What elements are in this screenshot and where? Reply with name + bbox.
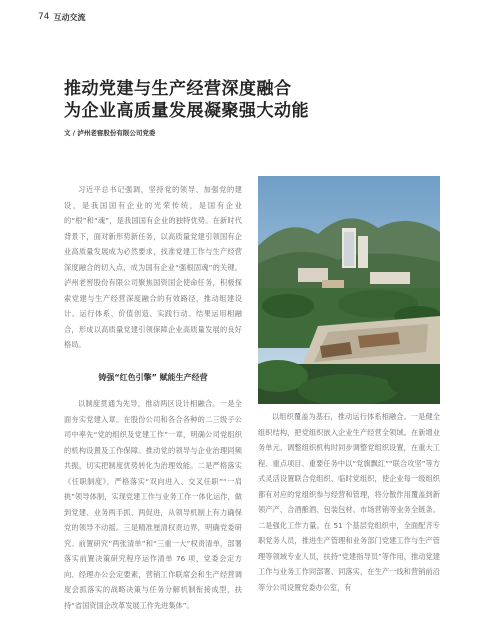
section-name: 互动交流: [53, 12, 86, 22]
section-subheading: 铸强“红色引擎” 赋能生产经营: [98, 373, 208, 382]
article-byline: 文 / 泸州老窖股份有限公司党委: [64, 129, 156, 137]
photo-illustration: [258, 176, 440, 404]
page-number: 74: [38, 12, 50, 22]
page-header: [38, 10, 85, 24]
left-column-body: 以制度贯通为先导，推动两区设计相融合。一是全面夯实党建入章。在股份公司和各合各种的二三级子公司中率先“党的组织及党建工作”一章，明确公司党组织的机构设置及工作保障。推动党的领导与企业治理同频共振，切实把制度优势转化为治理效能。二是严格落实《任职制度》，严格落实“双向进入、交叉任职”“一肩挑”领导体制，实现党建工作与业务工作一体化运作，做到党建、业务两手抓、两促进，从领导机制上有力确保党的领导不动摇。三是精准厘清权责边界，明确党委研究、前置研究“两张清单”和“三重一大”权责清单，部署落实前置决策研究程序运作清单 76 项，党委会定方向、经理办公会定要素，营销工作联席会和生产经营调度会抓落实的战略决策与任务分解机制衔接成型，扶持“省国资国企改革发展工作先进集体”。: [64, 399, 242, 610]
article-title-line1: 推动党建与生产经营深度融合: [64, 79, 292, 99]
right-column-body: 以组织覆盖为基石，推动运行体系相融合。一是健全组织结构，把党组织嵌入企业生产经营全领域。在新增业务单元、调整组织机构时同步调整党组织设置，在重大工程、重点项目、重要任务中以“党旗飘红”“联合攻坚”等方式灵活设置联合党组织、临时党组织，使企业每一级组织都有对应的党组织参与经营和管理，将分散作用覆盖到新领产产、合酒酿酒、包装包材、市场营销等业务全链条。二是强化工作力量。在 51 个基层党组织中，全面配齐专职党务人员，推进生产管理和业务部门党建工作与生产管理等领域专业人员，扶持“党建指导员”等作用，推动党建工作与业务工作同部署、同落实，在生产一线和营销前沿等分公司设置党委办公室，有: [258, 412, 440, 592]
campus-aerial-photo: [258, 176, 440, 404]
intro-paragraph: 习近平总书记强调，坚持党的领导、加强党的建设，是我国国有企业的光荣传统，是国有企业的“根”和“魂”，是我国国有企业的独特优势。在新时代背景下，面对新形势新任务，以高质量党建引领国有企业高质量发展成为必然要求，找准党建工作与生产经营深度融合的切入点，成为国有企业“强根固魂”的关键。泸州老窖股份有限公司聚焦国资国企使命任务，积极探索党建与生产经营深度融合的有效路径，推动组建设计、运行体系、价值创造、实践行动、结果运用相融合，形成以高质量党建引领保障企业高质量发展的良好格局。: [64, 185, 242, 349]
article-title-line2: 为企业高质量发展凝聚强大动能: [64, 101, 309, 121]
